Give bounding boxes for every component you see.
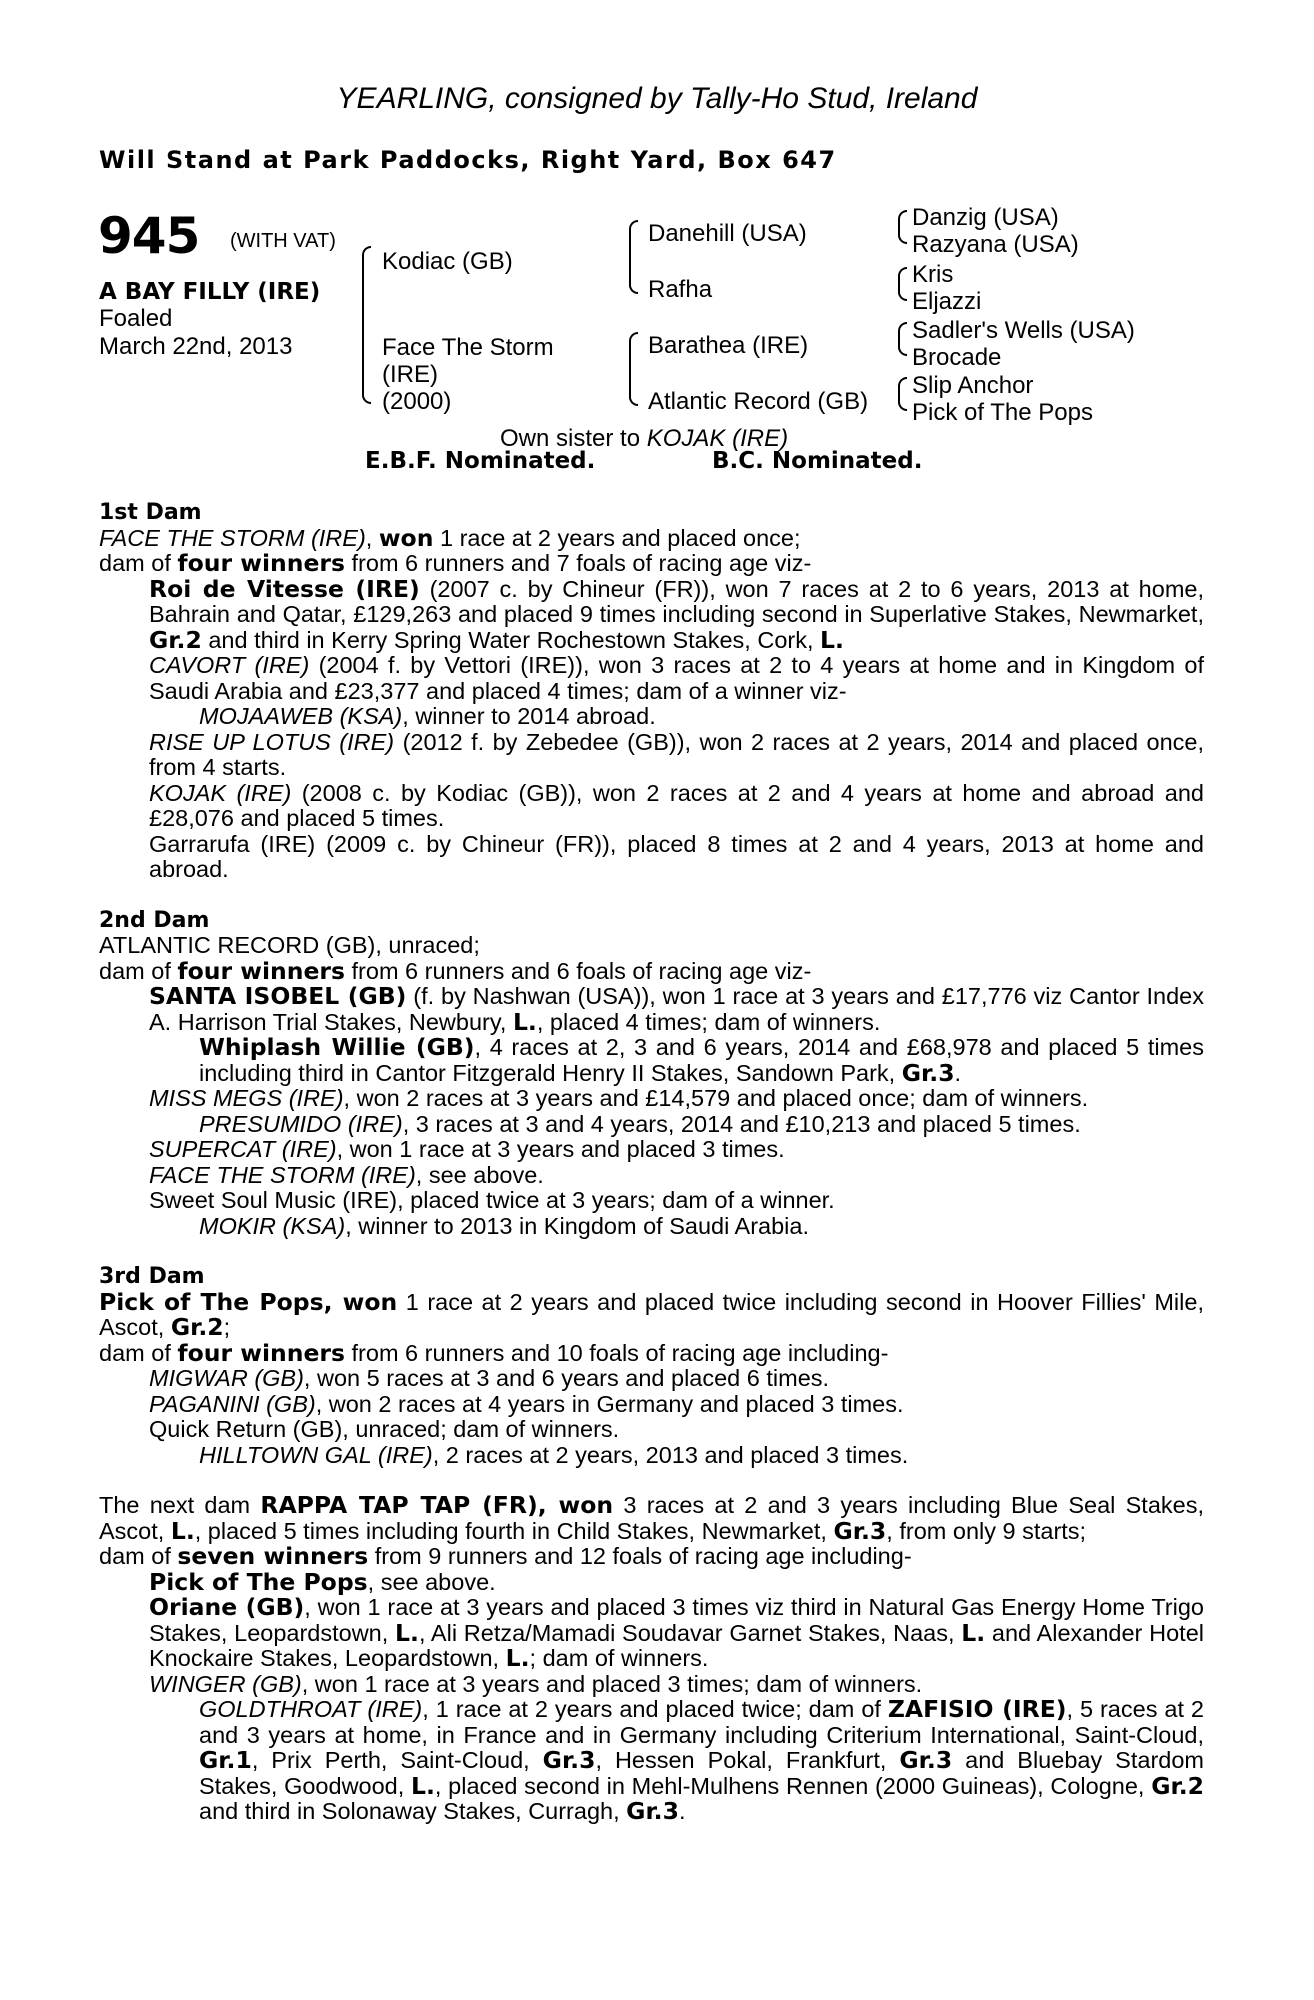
second-dam-produce: dam of four winners from 6 runners and 6 foals of racing age viz-	[99, 956, 812, 985]
pedigree-brace-g56	[898, 322, 907, 356]
gen3-2: Razyana (USA)	[912, 231, 1079, 258]
stand-location: Will Stand at Park Paddocks, Right Yard, Box 647	[99, 146, 837, 174]
first-dam-progeny-3: RISE UP LOTUS (IRE) (2012 f. by Zebedee (GB)), won 2 races at 2 years, 2014 and placed once, from 4 starts.	[149, 728, 1204, 780]
vat-note: (WITH VAT)	[230, 230, 336, 252]
consignment-line: YEARLING, consigned by Tally-Ho Stud, Ireland	[336, 82, 978, 115]
third-dam-progeny-3-sub: HILLTOWN GAL (IRE), 2 races at 2 years, 2013 and placed 3 times.	[199, 1441, 909, 1468]
own-sister-note: Own sister to KOJAK (IRE)	[500, 425, 789, 452]
pedigree-brace-g34	[898, 267, 907, 301]
second-dam-progeny-2-sub: PRESUMIDO (IRE), 3 races at 3 and 4 years, 2014 and £10,213 and placed 5 times.	[199, 1110, 1081, 1137]
third-dam-progeny-1: MIGWAR (GB), won 5 races at 3 and 6 years and placed 6 times.	[149, 1365, 830, 1391]
first-dam-progeny-1: Roi de Vitesse (IRE) (2007 c. by Chineur (FR)), won 7 races at 2 to 6 years, 2013 at home, Bahrain and Qatar, £129,263 and placed 9 times including second in Superlative Stakes, Newmarket, Gr.2 and third in Kerry Spring Water Rochestown Stakes, Cork, L.	[149, 574, 1204, 654]
bc-nominated: B.C. Nominated.	[712, 448, 923, 474]
next-dam-progeny-3-sub: GOLDTHROAT (IRE), 1 race at 2 years and placed twice; dam of ZAFISIO (IRE), 5 races at 2 and 3 years at home, in France and in Germany including Criterium International, Saint-Cloud, Gr.1, Prix Perth, Saint-Cloud, Gr.3, Hessen Pokal, Frankfurt, Gr.3 and Bluebay Stardom Stakes, Goodwood, L., placed second in Mehl-Mulhens Rennen (2000 Guineas), Cologne, Gr.2 and third in Solonaway Stakes, Curragh, Gr.3.	[199, 1695, 1204, 1825]
gen3-8: Pick of The Pops	[912, 399, 1093, 426]
dam-name-line3: (2000)	[382, 388, 452, 415]
dam-name-line2: (IRE)	[382, 361, 438, 388]
pedigree-brace-g78	[898, 377, 907, 411]
third-dam-progeny-3: Quick Return (GB), unraced; dam of winners.	[149, 1416, 620, 1442]
first-dam-progeny-4: KOJAK (IRE) (2008 c. by Kodiac (GB)), won 2 races at 2 and 4 years at home and abroad and £28,076 and placed 5 times.	[149, 779, 1204, 831]
third-dam-progeny-2: PAGANINI (GB), won 2 races at 4 years in Germany and placed 3 times.	[149, 1390, 904, 1417]
third-dam-heading: 3rd Dam	[99, 1264, 205, 1289]
gen3-5: Sadler's Wells (USA)	[912, 317, 1135, 344]
ebf-nominated: E.B.F. Nominated.	[365, 448, 596, 474]
first-dam-progeny-2-sub: MOJAAWEB (KSA), winner to 2014 abroad.	[199, 703, 656, 729]
next-dam-produce: dam of seven winners from 9 runners and 12 foals of racing age including-	[99, 1542, 912, 1570]
first-dam-line: FACE THE STORM (IRE), won 1 race at 2 years and placed once;	[99, 523, 801, 552]
sire-name: Kodiac (GB)	[382, 248, 513, 275]
first-dam-produce: dam of four winners from 6 runners and 7 foals of racing age viz-	[99, 549, 812, 577]
second-dam-heading: 2nd Dam	[99, 907, 210, 933]
next-dam-progeny-3: WINGER (GB), won 1 race at 3 years and placed 3 times; dam of winners.	[149, 1670, 923, 1697]
pedigree-brace-g12	[898, 210, 907, 244]
foaled-label: Foaled	[99, 305, 173, 332]
third-dam-line: Pick of The Pops, won 1 race at 2 years and placed twice including second in Hoover Fillies' Mile, Ascot, Gr.2;	[99, 1287, 1204, 1341]
first-dam-progeny-5: Garrarufa (IRE) (2009 c. by Chineur (FR)), placed 8 times at 2 and 4 years, 2013 at home and abroad.	[149, 830, 1204, 882]
first-dam-heading: 1st Dam	[99, 500, 202, 525]
dam-sire-name: Barathea (IRE)	[648, 332, 809, 359]
produce-record	[99, 500, 1204, 1825]
dam-name-line1: Face The Storm	[382, 334, 554, 361]
lot-number: 945	[98, 207, 200, 265]
gen3-1: Danzig (USA)	[912, 204, 1059, 231]
second-dam-progeny-1-sub: Whiplash Willie (GB), 4 races at 2, 3 and 6 years, 2014 and £68,978 and placed 5 times including third in Cantor Fitzgerald Henry II Stakes, Sandown Park, Gr.3.	[199, 1033, 1204, 1087]
next-dam-progeny-2: Oriane (GB), won 1 race at 3 years and placed 3 times viz third in Natural Gas Energy Home Trigo Stakes, Leopardstown, L., Ali Retza/Mamadi Soudavar Garnet Stakes, Naas, L. and Alexander Hotel Knockaire Stakes, Leopardstown, L.; dam of winners.	[149, 1593, 1204, 1672]
gen3-6: Brocade	[912, 344, 1002, 371]
second-dam-line: ATLANTIC RECORD (GB), unraced;	[99, 932, 480, 958]
second-dam-progeny-1: SANTA ISOBEL (GB) (f. by Nashwan (USA)), won 1 race at 3 years and £17,776 viz Cantor Index A. Harrison Trial Stakes, Newbury, L., placed 4 times; dam of winners.	[149, 982, 1204, 1036]
pedigree-brace-sire	[629, 220, 638, 294]
dam-dam-name: Atlantic Record (GB)	[648, 388, 869, 415]
foaled-date: March 22nd, 2013	[99, 333, 293, 360]
pedigree-brace-sire-dam	[362, 246, 371, 404]
second-dam-progeny-2: MISS MEGS (IRE), won 2 races at 3 years and £14,579 and placed once; dam of winners.	[149, 1085, 1089, 1111]
next-dam-progeny-1: Pick of The Pops, see above.	[149, 1567, 496, 1596]
second-dam-progeny-5-sub: MOKIR (KSA), winner to 2013 in Kingdom of Saudi Arabia.	[199, 1212, 810, 1239]
gen3-7: Slip Anchor	[912, 372, 1034, 399]
third-dam-produce: dam of four winners from 6 runners and 10 foals of racing age including-	[99, 1338, 889, 1367]
horse-name: A BAY FILLY (IRE)	[99, 279, 321, 305]
first-dam-progeny-2: CAVORT (IRE) (2004 f. by Vettori (IRE)), won 3 races at 2 to 4 years at home and in Kingdom of Saudi Arabia and £23,377 and placed 4 times; dam of a winner viz-	[149, 652, 1204, 704]
second-dam-progeny-4: FACE THE STORM (IRE), see above.	[149, 1161, 544, 1188]
sire-dam-name: Rafha	[648, 276, 713, 303]
sire-sire-name: Danehill (USA)	[648, 220, 807, 247]
second-dam-progeny-3: SUPERCAT (IRE), won 1 race at 3 years and placed 3 times.	[149, 1136, 785, 1162]
next-dam-line: The next dam RAPPA TAP TAP (FR), won 3 races at 2 and 3 years including Blue Seal Stakes, Ascot, L., placed 5 times including fourth in Child Stakes, Newmarket, Gr.3, from only 9 starts;	[99, 1491, 1204, 1545]
pedigree-brace-dam	[629, 332, 638, 406]
second-dam-progeny-5: Sweet Soul Music (IRE), placed twice at 3 years; dam of a winner.	[149, 1187, 835, 1213]
gen3-3: Kris	[912, 261, 954, 288]
gen3-4: Eljazzi	[912, 288, 982, 315]
